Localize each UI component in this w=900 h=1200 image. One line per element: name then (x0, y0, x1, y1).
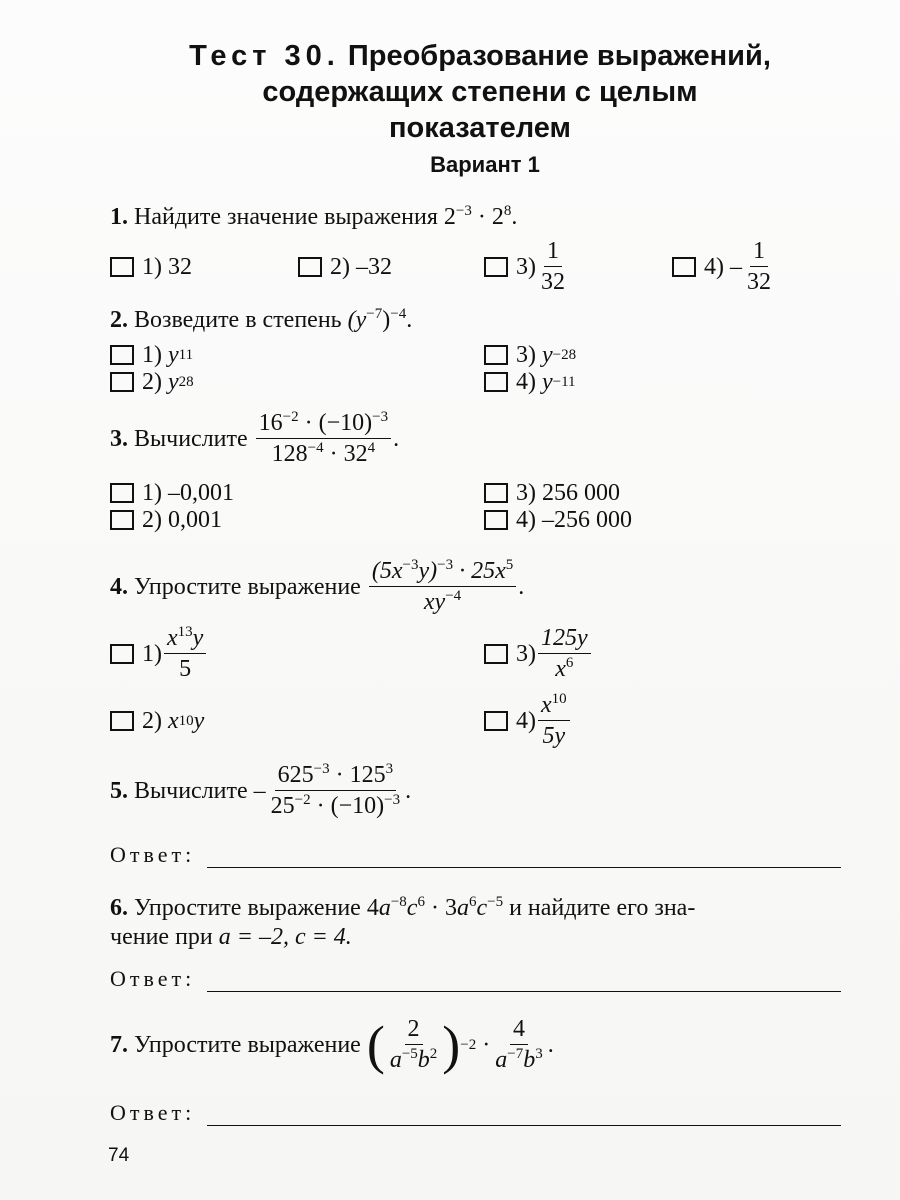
question-7: 7. Упростите выражение ( $\frac{2}{a^{-5}b^2}$ ) −2 · $\frac{4}{a^{-7}b^3}$ . (110, 1014, 554, 1075)
answer-option-4[interactable]: 4) – $\frac{1}{32}$ (672, 238, 776, 295)
fraction: $\frac{x^{10}}{5y}$ (538, 692, 570, 749)
question-6: 6. Упростите выражение $4a^{-8}c^6 \cdot 3a^6c^{-5}$ и найдите его зна- (110, 894, 696, 921)
question-number: 3. (110, 425, 128, 452)
checkbox[interactable] (484, 372, 508, 392)
question-text: Найдите значение выражения (134, 204, 438, 230)
question-text: Вычислите (134, 425, 248, 452)
checkbox[interactable] (110, 711, 134, 731)
left-paren: ( (366, 1014, 385, 1075)
question-fraction: $\frac{(5x^{-3}y)^{-3} \cdot 25x^5}{xy^{-4}}$ (369, 558, 516, 615)
question-number: 5. (110, 777, 128, 804)
right-paren: ) (442, 1014, 461, 1075)
question-text: Упростите выражение (134, 1031, 361, 1058)
question-2: 2. Возведите в степень $(y^{-7})^{-4}$. (110, 306, 413, 333)
answer-line-7[interactable] (110, 1100, 841, 1126)
answer-field[interactable] (207, 1105, 841, 1126)
question-expression: $2^{-3} \cdot 2^8$. (443, 203, 518, 230)
question-text: Упростите выражение (134, 573, 361, 600)
answer-option-3[interactable]: 3) $\frac{1}{32}$ (484, 238, 570, 295)
answer-option-1[interactable]: 1) –0,001 (110, 478, 234, 508)
answer-option-3[interactable]: 3) $\frac{125y}{x^6}$ (484, 625, 593, 682)
answer-label: Ответ: (110, 966, 196, 991)
answer-option-1[interactable]: 1) $\frac{x^{13}y}{5}$ (110, 625, 208, 682)
question-1 (110, 202, 517, 232)
checkbox[interactable] (110, 483, 134, 503)
answer-option-2[interactable]: 2) 0,001 (110, 505, 222, 535)
question-fraction: $\frac{16^{-2} \cdot (-10)^{-3}}{128^{-4} \cdot 32^4}$ (256, 410, 391, 467)
checkbox[interactable] (110, 644, 134, 664)
checkbox[interactable] (484, 510, 508, 530)
fraction: $\frac{2}{a^{-5}b^2}$ (389, 1016, 438, 1073)
answer-option-3[interactable]: 3) 256 000 (484, 478, 620, 508)
question-number: 7. (110, 1031, 128, 1058)
answer-option-4[interactable]: 4) $\frac{x^{10}}{5y}$ (484, 692, 572, 749)
checkbox[interactable] (110, 510, 134, 530)
question-3: 3. Вычислите $\frac{16^{-2} \cdot (-10)^{-3}}{128^{-4} \cdot 32^4}$ . (110, 409, 400, 467)
question-5: 5. Вычислите – $\frac{625^{-3} \cdot 125^3}{25^{-2} \cdot (-10)^{-3}}$ . (110, 761, 412, 819)
answer-option-4[interactable]: 4) –256 000 (484, 505, 632, 535)
question-text: Возведите в степень (134, 307, 342, 333)
question-number: 1. (110, 204, 128, 230)
question-number: 6. (110, 895, 128, 921)
fraction: $\frac{1}{32}$ (541, 238, 565, 295)
question-number: 4. (110, 573, 128, 600)
answer-line-5[interactable] (110, 842, 841, 868)
title-line1: Преобразование выражений, (347, 40, 771, 72)
page-title (60, 38, 900, 146)
page-number: 74 (108, 1145, 130, 1166)
checkbox[interactable] (484, 345, 508, 365)
question-expression: (y (347, 307, 367, 333)
answer-option-2[interactable]: 2) –32 (298, 252, 392, 282)
checkbox[interactable] (484, 257, 508, 277)
answer-option-4[interactable]: 4) y −11 (484, 367, 576, 397)
question-4: 4. Упростите выражение $\frac{(5x^{-3}y)^{-3} \cdot 25x^5}{xy^{-4}}$ . (110, 557, 525, 615)
answer-option-2[interactable]: 2) y 28 (110, 367, 194, 397)
answer-option-1[interactable]: 1) y 11 (110, 340, 193, 370)
fraction: $\frac{4}{a^{-7}b^3}$ (495, 1016, 543, 1073)
fraction: $\frac{x^{13}y}{5}$ (164, 625, 206, 682)
checkbox[interactable] (672, 257, 696, 277)
checkbox[interactable] (484, 644, 508, 664)
answer-label: Ответ: (110, 1100, 196, 1125)
checkbox[interactable] (110, 345, 134, 365)
answer-label: Ответ: (110, 842, 196, 867)
fraction: $\frac{1}{32}$ (747, 238, 771, 295)
question-text: Упростите выражение 4 (134, 895, 379, 921)
title-line3: показателем (389, 112, 571, 144)
question-fraction: $\frac{625^{-3} \cdot 125^3}{25^{-2} \cdot (-10)^{-3}}$ (270, 761, 401, 819)
answer-field[interactable] (207, 971, 841, 992)
checkbox[interactable] (484, 711, 508, 731)
answer-option-2[interactable]: 2) x 10 y (110, 706, 204, 736)
variant-heading: Вариант 1 (430, 152, 540, 177)
checkbox[interactable] (110, 372, 134, 392)
checkbox[interactable] (110, 257, 134, 277)
question-number: 2. (110, 307, 128, 333)
answer-field[interactable] (207, 847, 841, 868)
question-6-line-2: чение при a = –2, c = 4. (110, 924, 352, 950)
checkbox[interactable] (298, 257, 322, 277)
answer-option-1[interactable]: 1) 32 (110, 252, 192, 282)
answer-option-3[interactable]: 3) y −28 (484, 340, 576, 370)
fraction: $\frac{125y}{x^6}$ (538, 625, 591, 682)
title-line2: содержащих степени с целым (262, 76, 698, 108)
checkbox[interactable] (484, 483, 508, 503)
question-text: Вычислите – (134, 777, 266, 804)
answer-line-6[interactable] (110, 966, 841, 992)
title-lead: Тест 30. (189, 40, 340, 72)
